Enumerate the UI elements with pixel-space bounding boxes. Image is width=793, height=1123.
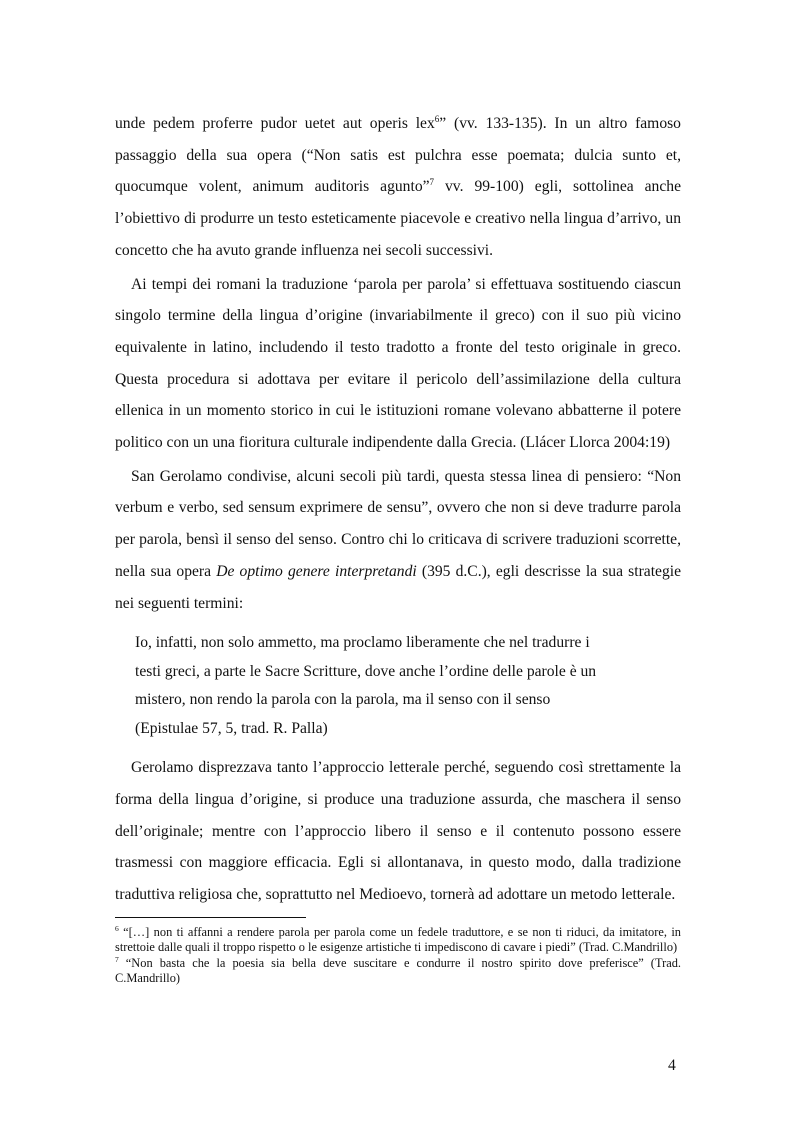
footnote-ref-7: 7: [429, 177, 435, 188]
paragraph-2: Ai tempi dei romani la traduzione ‘parola per parola’ si effettuava sostituendo ciascun singolo termine della lingua d’origine (invariabilmente il greco) con il suo più vicino equivalente in latino, includendo il testo tradotto a fronte del testo originale in greco. Questa procedura si adottava per evitare il pericolo dell’assimilazione della cultura ellenica in un momento storico in cui le istituzioni romane volevano abbatterne il potere politico con un una fioritura culturale indipendente dalla Grecia. (Llácer Llorca 2004:19): [115, 275, 681, 452]
footnote-7-text: “Non basta che la poesia sia bella deve suscitare e condurre il nostro spirito dove preferisce” (Trad. C.Mandrillo): [115, 956, 681, 985]
footnote-ref-6: 6: [434, 113, 440, 124]
footnote-6-number: 6: [115, 923, 119, 933]
document-body: [115, 108, 681, 911]
paragraph-4: Gerolamo disprezzava tanto l’approccio letterale perché, seguendo così strettamente la forma della lingua d’origine, si produce una traduzione assurda, che maschera il senso dell’originale; mentre con l’approccio libero il senso e il contenuto possono essere trasmessi con maggiore efficacia. Egli si allontanava, in questo modo, dalla tradizione traduttiva religiosa che, soprattutto nel Medioevo, tornerà ad adottare un metodo letterale.: [115, 759, 681, 904]
footnote-divider: [115, 917, 306, 918]
block-quote: Io, infatti, non solo ammetto, ma proclamo liberamente che nel tradurre i testi greci, a parte le Sacre Scritture, dove anche l’ordine delle parole è un mistero, non rendo la parola con la parola, ma il senso con il senso (Epistulae 57, 5, trad. R. Palla): [135, 634, 597, 737]
paragraph-1-text-a: unde pedem proferre pudor uetet aut operis lex: [115, 115, 435, 132]
footnote-7-number: 7: [115, 955, 119, 965]
paragraph-3: [115, 461, 681, 620]
paragraph-1: [115, 108, 681, 267]
paragraph-1-text-b: ” (vv. 133-135). In un altro famoso passaggio della sua opera (“Non satis est pulchra esse poemata; dulcia sunto et, quocumque volent, animum auditoris agunto”: [115, 115, 681, 196]
paragraph-3-text-b: (395 d.C.), egli descrisse la sua strategie nei seguenti termini:: [115, 562, 681, 612]
footnote-7: [115, 956, 681, 985]
page-number: 4: [668, 1057, 676, 1074]
footnote-6-text: “[…] non ti affanni a rendere parola per parola come un fedele traduttore, e se non ti riduci, da imitatore, in strettoie dalle quali il troppo rispetto o le esigenze artistiche ti impediscono di cavare i piedi” (Trad. C.Mandrillo): [115, 925, 681, 954]
footnote-6: [115, 925, 681, 954]
work-title: De optimo genere interpretandi: [216, 562, 417, 580]
footnotes: [115, 925, 681, 987]
paragraph-1-text-c: vv. 99-100) egli, sottolinea anche l’obiettivo di produrre un testo esteticamente piacevole e creativo nella lingua d’arrivo, un concetto che ha avuto grande influenza nei secoli successivi.: [115, 178, 681, 259]
paragraph-3-text-a: San Gerolamo condivise, alcuni secoli più tardi, questa stessa linea di pensiero: “Non verbum e verbo, sed sensum exprimere de sensu”, ovvero che non si deve tradurre parola per parola, bensì il senso del senso. Contro chi lo criticava di scrivere traduzioni scorrette, nella sua opera: [115, 467, 681, 580]
